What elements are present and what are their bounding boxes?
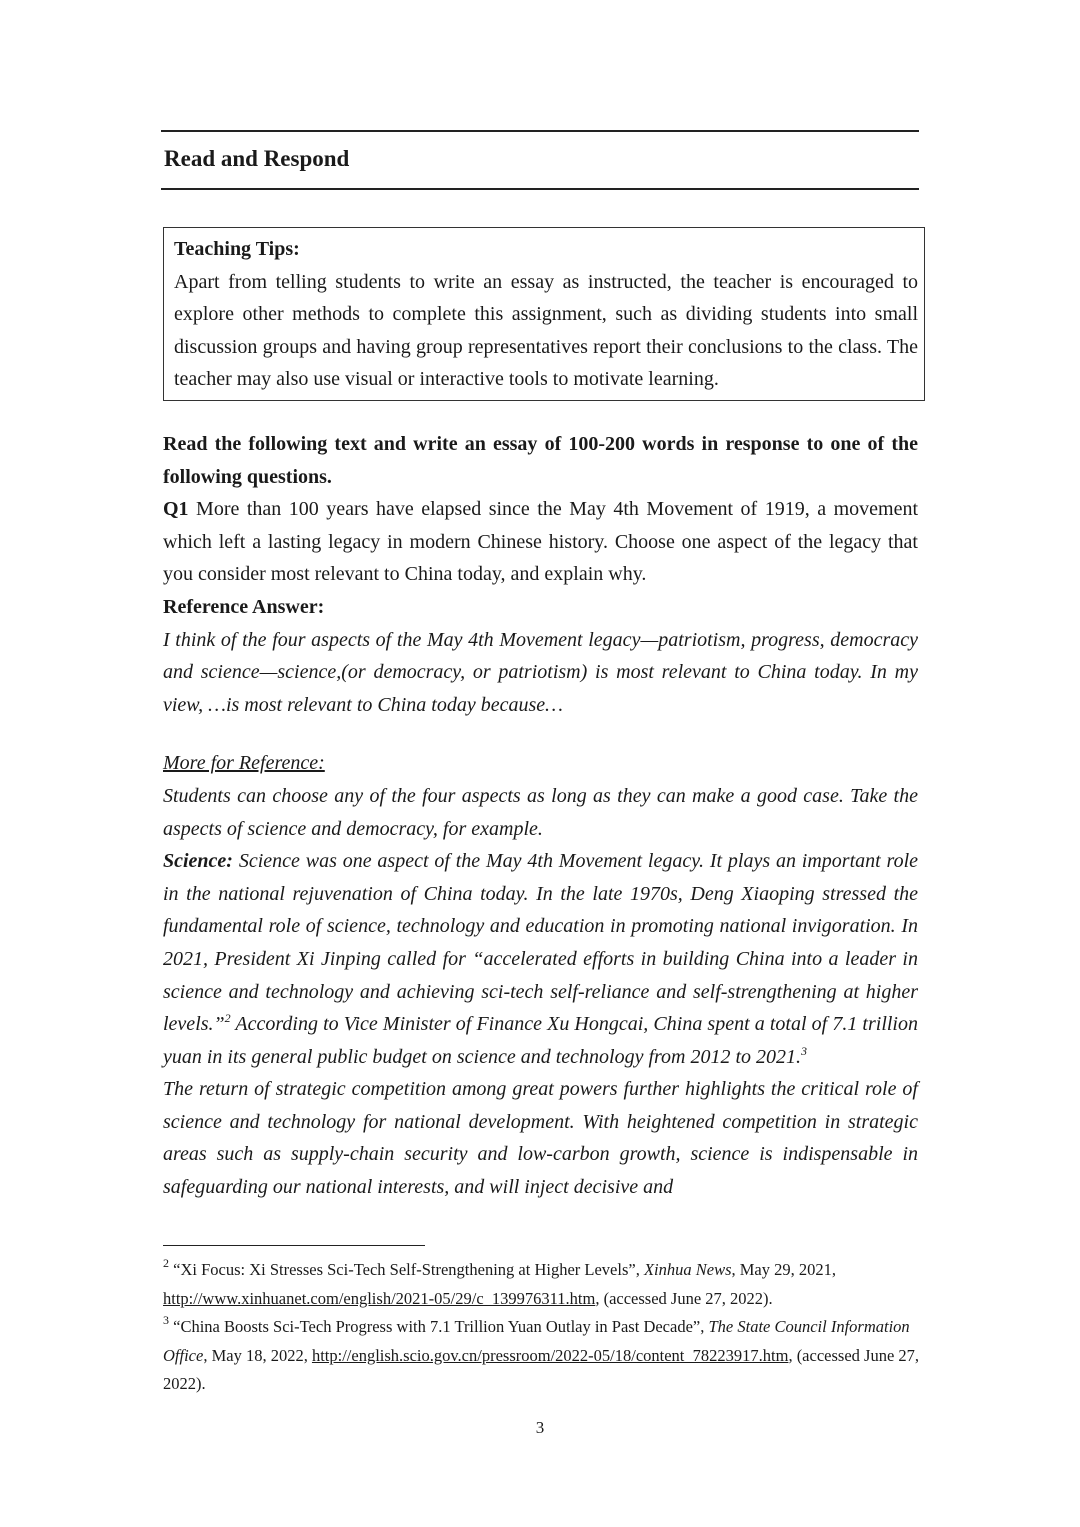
footnote-ref-2[interactable]: 2 <box>224 1011 231 1026</box>
footnote-rule <box>163 1245 425 1246</box>
science-text-1: Science was one aspect of the May 4th Movement legacy. It plays an important role in the national rejuvenation of China today. In the late 1970s, Deng Xiaoping stressed the fundamental role of science, technology and education in promoting national invigoration. In 2021, President Xi Jinping called for “accelerated efforts in building China into a leader in science and technology and achieving sci-tech self-reliance and self-strengthening at higher levels.” <box>163 850 918 1036</box>
footnote-2 <box>163 1256 923 1313</box>
footnote-number: 3 <box>163 1313 169 1327</box>
teaching-tips-text: Apart from telling students to write an essay as instructed, the teacher is encouraged to explore other methods to complete this assignment, such as dividing students into small discussion groups and having group representatives report their conclusions to the class. The teacher may also use visual or interactive tools to motivate learning. <box>174 270 918 391</box>
footnote-3 <box>163 1313 923 1399</box>
footnote-date: , May 29, 2021, <box>731 1260 836 1279</box>
q1-label: Q1 <box>163 498 189 521</box>
section-title: Read and Respond <box>164 146 350 171</box>
footnotes <box>163 1256 923 1399</box>
science-text-2: According to Vice Minister of Finance Xu Hongcai, China spent a total of 7.1 trillion yuan in its general public budget on science and technology from 2012 to 2021. <box>163 1013 918 1068</box>
top-rule <box>161 130 919 132</box>
footnote-date: , May 18, 2022, <box>203 1345 312 1365</box>
science-paragraph <box>163 845 918 1073</box>
footnote-title: “Xi Focus: Xi Stresses Sci-Tech Self-Strengthening at Higher Levels”, <box>169 1260 644 1279</box>
footnote-title: “China Boosts Sci-Tech Progress with 7.1 Trillion Yuan Outlay in Past Decade”, <box>169 1317 709 1336</box>
reference-answer-text: I think of the four aspects of the May 4th Movement legacy—patriotism, progress, democracy and science—science,(or democracy, or patriotism) is most relevant to China today. In my view, …is most relevant to China today because… <box>163 628 918 716</box>
footnote-link[interactable]: http://www.xinhuanet.com/english/2021-05/29/c_139976311.htm <box>163 1288 596 1308</box>
teaching-tips-box <box>163 227 925 401</box>
footnote-accessed: , (accessed June 27, 2022). <box>163 1345 920 1393</box>
footnote-ref-3[interactable]: 3 <box>801 1043 808 1058</box>
footnote-number: 2 <box>163 1256 169 1270</box>
competition-paragraph: The return of strategic competition among great powers further highlights the critical role of science and technology for national development. With heightened competition in strategic areas such as supply-chain security and low-carbon growth, science is indispensable in safeguarding our national interests, and will inject decisive and <box>163 1078 918 1199</box>
page-number: 3 <box>535 1418 545 1437</box>
more-reference-label: More for Reference: <box>163 752 325 775</box>
heading-rule <box>161 188 919 190</box>
footnote-accessed: , (accessed June 27, 2022). <box>595 1288 773 1308</box>
footnote-source: Xinhua News <box>643 1260 732 1279</box>
teaching-tips-label: Teaching Tips: <box>174 238 300 260</box>
instruction: Read the following text and write an essay of 100-200 words in response to one of the following questions. <box>163 433 918 488</box>
question-1 <box>163 493 918 591</box>
science-label: Science: <box>163 850 233 873</box>
footnote-link[interactable]: http://english.scio.gov.cn/pressroom/2022-05/18/content_78223917.htm <box>311 1345 789 1365</box>
more-reference-intro: Students can choose any of the four aspects as long as they can make a good case. Take the aspects of science and democracy, for example. <box>163 784 918 840</box>
main-body <box>163 428 918 1204</box>
reference-answer-label: Reference Answer: <box>163 595 325 618</box>
footnote-source: The State Council Information Office <box>163 1317 910 1365</box>
q1-text: More than 100 years have elapsed since the May 4th Movement of 1919, a movement which left a lasting legacy in modern Chinese history. Choose one aspect of the legacy that you consider most relevant to China today, and explain why. <box>163 498 918 586</box>
